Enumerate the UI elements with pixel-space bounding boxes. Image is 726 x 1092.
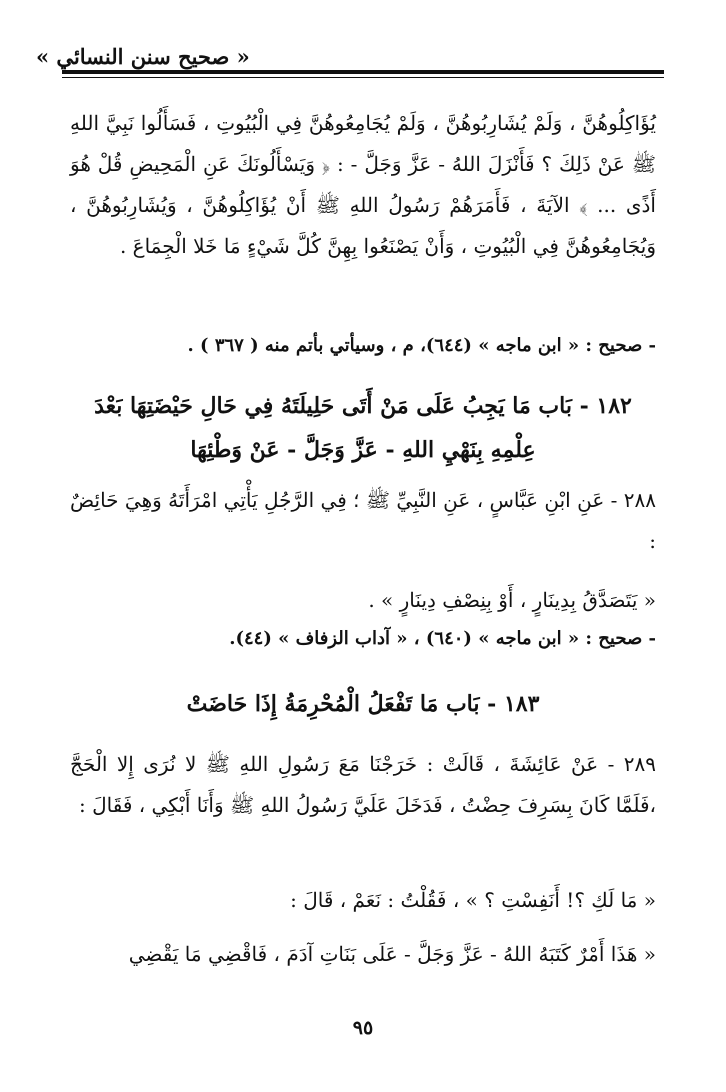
running-header-title: « صحيح سنن النسائي » — [36, 44, 250, 69]
grading-reference-2: - صحيح : « ابن ماجه » (٦٤٠) ، « آداب الزفاف » (٤٤). — [229, 628, 656, 649]
hadith-288: ٢٨٨ - عَنِ ابْنِ عَبَّاسٍ ، عَنِ النَّبِيِّ ﷺ ؛ فِي الرَّجُلِ يَأْتِي امْرَأَتَهُ وَهِيَ حَائِضٌ : — [70, 488, 656, 553]
header-rule — [62, 70, 664, 74]
paragraph-continuation: يُؤَاكِلُوهُنَّ ، وَلَمْ يُشَارِبُوهُنَّ ، وَلَمْ يُجَامِعُوهُنَّ فِي الْبُيُوتِ ، فَسَأَلُوا نَبِيَّ اللهِ ﷺ عَنْ ذَلِكَ ؟ فَأَنْزَلَ اللهُ - عَزَّ وَجَلَّ - : ﴿ وَيَسْأَلُونَكَ عَنِ الْمَحِيضِ قُلْ هُوَ أَذًى ... ﴾ الآيَةَ ، فَأَمَرَهُمْ رَسُولُ اللهِ ﷺ أَنْ يُؤَاكِلُوهُنَّ ، وَيُشَارِبُوهُنَّ ، وَيُجَامِعُوهُنَّ فِي الْبُيُوتِ ، وَأَنْ يَصْنَعُوا بِهِنَّ كُلَّ شَيْءٍ مَا خَلا الْجِمَاعَ . — [70, 111, 656, 258]
grading-reference: - صحيح : « ابن ماجه » (٦٤٤)، م ، وسيأتي بأتم منه ( ٣٦٧ ) . — [187, 335, 656, 356]
page-number: ٩٥ — [352, 1017, 374, 1039]
chapter-heading-183: ١٨٣ - بَاب مَا تَفْعَلُ الْمُحْرِمَةُ إِذَا حَاضَتْ — [186, 691, 540, 717]
hadith-289: ٢٨٩ - عَنْ عَائِشَةَ ، قَالَتْ : خَرَجْنَا مَعَ رَسُولِ اللهِ ﷺ لا نُرَى إِلا الْحَجَّ ،فَلَمَّا كَانَ بِسَرِفَ حِضْتُ ، فَدَخَلَ عَلَيَّ رَسُولُ اللهِ ﷺ وَأَنَا أَبْكِي ، فَقَالَ : — [70, 752, 656, 817]
hadith-288-quote: « يَتَصَدَّقُ بِدِينَارٍ ، أَوْ بِنِصْفِ دِينَارٍ » . — [368, 588, 656, 612]
header-rule-thin — [62, 77, 664, 78]
hadith-289-quote-2: « هَذَا أَمْرٌ كَتَبَهُ اللهُ - عَزَّ وَجَلَّ - عَلَى بَنَاتِ آدَمَ ، فَاقْضِي مَا يَقْضِي — [128, 942, 656, 966]
hadith-289-quote-1: « مَا لَكِ ؟! أَنَفِسْتِ ؟ » ، فَقُلْتُ : نَعَمْ ، قَالَ : — [290, 888, 656, 912]
chapter-heading-182: ١٨٢ - بَاب مَا يَجِبُ عَلَى مَنْ أَتَى حَلِيلَتَهُ فِي حَالِ حَيْضَتِهَا بَعْدَ عِلْمِهِ بِنَهْيِ اللهِ - عَزَّ وَجَلَّ - عَنْ وَطْئِهَا — [94, 393, 632, 463]
